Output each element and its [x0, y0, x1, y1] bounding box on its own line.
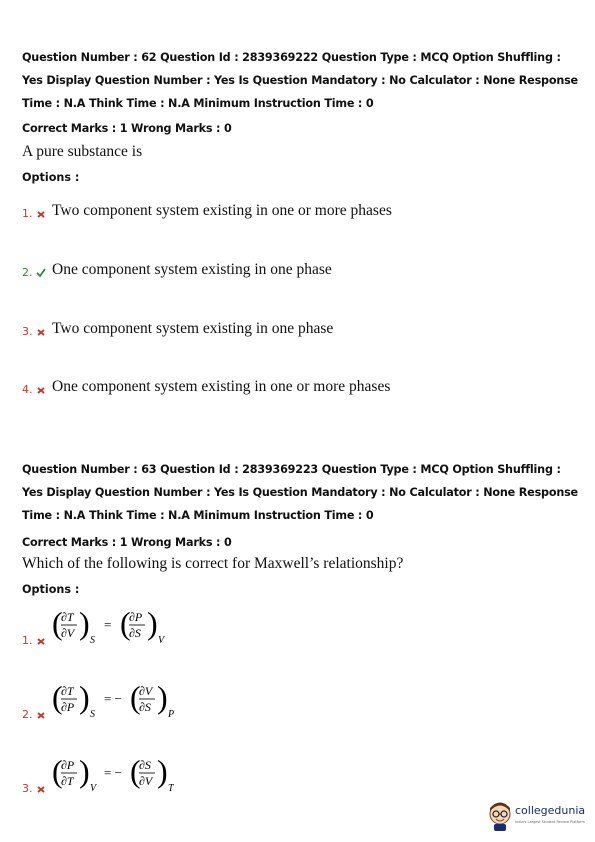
left-subscript: S	[90, 709, 95, 720]
svg-text:(: (	[52, 605, 63, 641]
svg-text:): )	[157, 679, 168, 715]
equals-sign: =	[104, 617, 112, 632]
cross-icon	[36, 327, 46, 337]
question-62-marks: Correct Marks : 1 Wrong Marks : 0	[22, 122, 232, 135]
left-numerator: ∂P	[61, 758, 75, 772]
svg-text:(: (	[130, 679, 141, 715]
left-denominator: ∂V	[61, 626, 75, 640]
option-text: One component system existing in one phase	[52, 261, 332, 278]
question-62-text: A pure substance is	[22, 143, 143, 160]
option-text: Two component system existing in one or more phases	[52, 202, 392, 219]
maxwell-formula-1	[46, 605, 196, 649]
right-subscript: T	[168, 783, 174, 794]
cross-icon	[36, 385, 46, 395]
right-denominator: ∂S	[129, 626, 141, 640]
question-63-option-3	[22, 753, 222, 797]
question-63-meta: Question Number : 63 Question Id : 2839369223 Question Type : MCQ Option Shuffling : Yes Display Question Number : Yes Is Question Mandatory : No Calculator : None Response Time : N.A Think Time : N.A Minimum Instruction Time : 0	[22, 463, 578, 522]
left-subscript: S	[90, 635, 95, 646]
svg-text:): )	[157, 753, 168, 789]
svg-text:): )	[79, 679, 90, 715]
svg-text:(: (	[52, 679, 63, 715]
cross-icon	[36, 710, 46, 720]
left-numerator: ∂T	[61, 610, 74, 624]
question-63-option-1	[22, 605, 222, 649]
right-subscript: P	[168, 709, 175, 720]
option-number: 1.	[22, 207, 33, 220]
option-text: One component system existing in one or more phases	[52, 378, 391, 395]
question-63-option-2	[22, 679, 222, 723]
left-subscript: V	[90, 783, 97, 794]
question-62-options-label: Options :	[22, 171, 80, 184]
right-denominator: ∂V	[139, 774, 153, 788]
option-number: 4.	[22, 383, 33, 396]
collegedunia-logo	[487, 800, 587, 834]
svg-text:(: (	[120, 605, 131, 641]
question-63-text: Which of the following is correct for Maxwell’s relationship?	[22, 555, 404, 572]
svg-text:(: (	[52, 753, 63, 789]
svg-text:): )	[147, 605, 158, 641]
right-numerator: ∂V	[139, 684, 153, 698]
right-subscript: V	[158, 635, 165, 646]
option-number: 3.	[22, 782, 33, 795]
mascot-icon	[487, 800, 513, 832]
svg-text:): )	[79, 753, 90, 789]
left-denominator: ∂P	[61, 700, 75, 714]
right-numerator: ∂P	[129, 610, 143, 624]
svg-text:(: (	[130, 753, 141, 789]
question-63-marks: Correct Marks : 1 Wrong Marks : 0	[22, 536, 232, 549]
option-text: Two component system existing in one phase	[52, 320, 334, 337]
cross-icon	[36, 784, 46, 794]
option-number: 2.	[22, 266, 33, 279]
logo-name: collegedunia	[515, 804, 586, 817]
equals-minus-sign: = −	[104, 765, 122, 780]
question-62-meta: Question Number : 62 Question Id : 2839369222 Question Type : MCQ Option Shuffling : Yes Display Question Number : Yes Is Question Mandatory : No Calculator : None Response Time : N.A Think Time : N.A Minimum Instruction Time : 0	[22, 51, 578, 110]
question-63-options-label: Options :	[22, 583, 80, 596]
right-denominator: ∂S	[139, 700, 151, 714]
option-number: 2.	[22, 708, 33, 721]
check-icon	[36, 268, 46, 278]
svg-text:): )	[79, 605, 90, 641]
left-numerator: ∂T	[61, 684, 74, 698]
left-denominator: ∂T	[61, 774, 74, 788]
option-number: 3.	[22, 325, 33, 338]
logo-tagline: India's Largest Student Review Platform	[515, 820, 585, 824]
right-numerator: ∂S	[139, 758, 151, 772]
cross-icon	[36, 636, 46, 646]
cross-icon	[36, 209, 46, 219]
equals-minus-sign: = −	[104, 691, 122, 706]
option-number: 1.	[22, 634, 33, 647]
maxwell-formula-3	[46, 753, 206, 797]
maxwell-formula-2	[46, 679, 206, 723]
